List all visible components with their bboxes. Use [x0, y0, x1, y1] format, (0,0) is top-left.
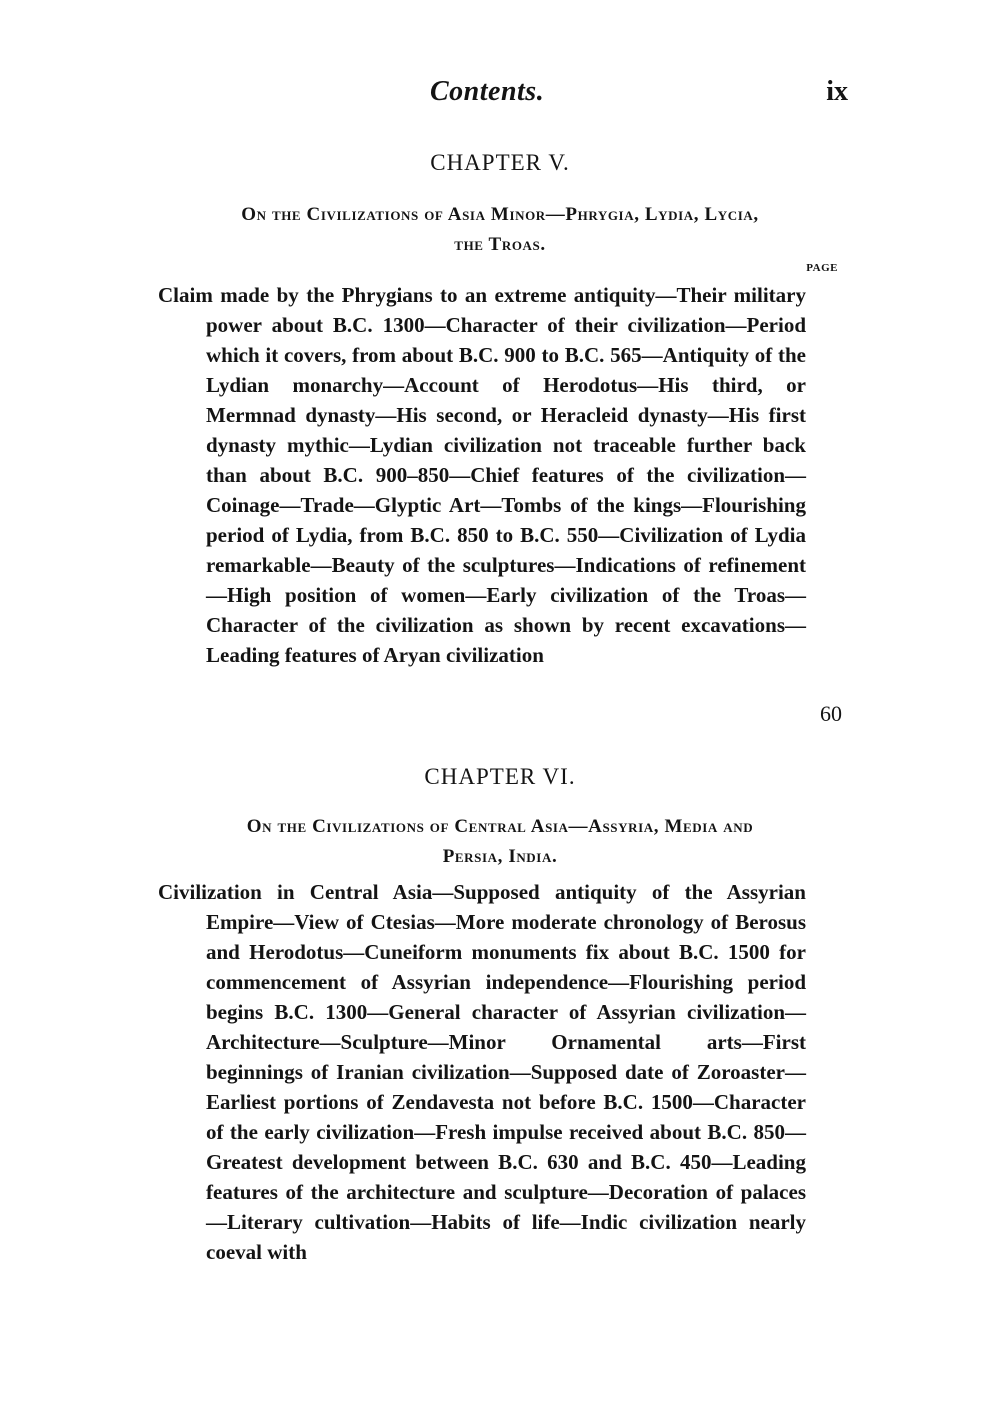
chapter-title: [150, 200, 850, 260]
chapter-heading: CHAPTER V.: [430, 150, 570, 175]
chapter-title-line: the Troas.: [454, 234, 546, 255]
chapter-heading: CHAPTER VI.: [424, 764, 576, 789]
chapter-title-line: On the Civilizations of Asia Minor—Phrygia, Lydia, Lycia,: [241, 204, 759, 225]
chapter-page-number: 60: [820, 701, 842, 726]
page-number: ix: [826, 76, 848, 107]
chapter-summary: Civilization in Central Asia—Supposed antiquity of the Assyrian Empire—View of Ctesias—More moderate chronology of Berosus and Herodotus—Cuneiform monuments fix about B.C. 1500 for commencement of Assyrian independence—Flourishing period begins B.C. 1300—General character of Assyrian civilization—Architecture—Sculpture—Minor Ornamental arts—First beginnings of Iranian civilization—Supposed date of Zoroaster—Earliest portions of Zendavesta not before B.C. 1500—Character of the early civilization—Fresh impulse received about B.C. 850—Greatest development between B.C. 630 and B.C. 450—Leading features of the architecture and sculpture—Decoration of palaces—Literary cultivation—Habits of life—Indic civilization nearly coeval with: [158, 880, 806, 1264]
chapter-title: [150, 812, 850, 872]
chapter-title-line: On the Civilizations of Central Asia—Assyria, Media and: [246, 816, 754, 837]
page-column-label: PAGE: [806, 262, 838, 274]
running-title: Contents.: [430, 76, 545, 107]
chapter-title-line: Persia, India.: [442, 846, 558, 867]
chapter-summary: Claim made by the Phrygians to an extreme antiquity—Their military power about B.C. 1300—Character of their civilization—Period which it covers, from about B.C. 900 to B.C. 565—Antiquity of the Lydian monarchy—Account of Herodotus—His third, or Mermnad dynasty—His second, or Heracleid dynasty—His first dynasty mythic—Lydian civilization not traceable further back than about B.C. 900–850—Chief features of the civilization—Coinage—Trade—Glyptic Art—Tombs of the kings—Flourishing period of Lydia, from B.C. 850 to B.C. 550—Civilization of Lydia remarkable—Beauty of the sculptures—Indications of refinement—High position of women—Early civilization of the Troas—Character of the civilization as shown by recent excavations—Leading features of Aryan civilization: [158, 283, 806, 667]
